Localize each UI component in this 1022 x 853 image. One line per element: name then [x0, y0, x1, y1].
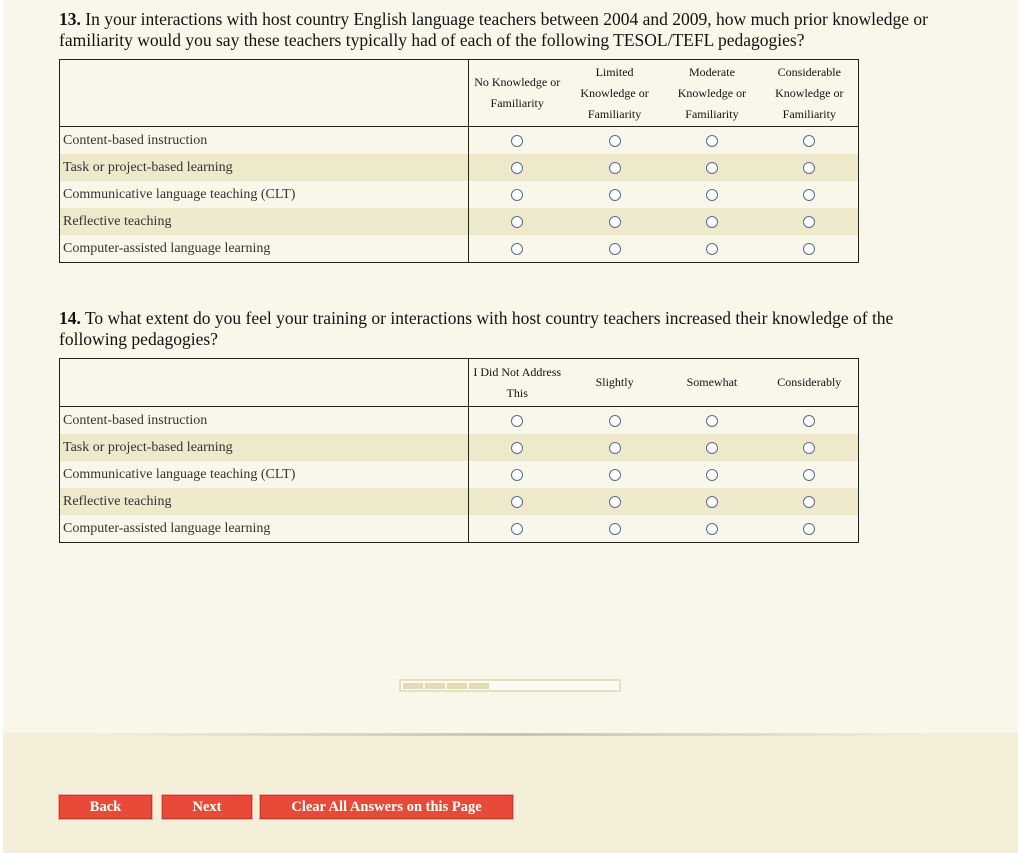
column-header: Slightly — [566, 359, 663, 407]
radio-button[interactable] — [511, 523, 523, 535]
radio-button[interactable] — [511, 243, 523, 255]
radio-button[interactable] — [803, 442, 815, 454]
radio-button[interactable] — [511, 415, 523, 427]
matrix-question-14 — [59, 358, 859, 543]
question-number: 13. — [59, 9, 81, 29]
radio-button[interactable] — [511, 442, 523, 454]
radio-button[interactable] — [706, 162, 718, 174]
matrix-row — [60, 127, 859, 155]
row-label: Task or project-based learning — [60, 434, 469, 461]
radio-button[interactable] — [803, 415, 815, 427]
clear-answers-button[interactable]: Clear All Answers on this Page — [260, 795, 513, 819]
matrix-header-row — [60, 60, 859, 127]
radio-button[interactable] — [803, 135, 815, 147]
row-label: Reflective teaching — [60, 208, 469, 235]
radio-button[interactable] — [609, 469, 621, 481]
row-label: Content-based instruction — [60, 407, 469, 435]
question-13 — [59, 9, 964, 51]
column-header: Somewhat — [663, 359, 760, 407]
footer-divider — [93, 733, 933, 736]
back-button[interactable]: Back — [59, 795, 152, 819]
radio-button[interactable] — [803, 216, 815, 228]
column-header: Considerable Knowledge or Familiarity — [761, 60, 859, 127]
radio-button[interactable] — [609, 135, 621, 147]
row-label: Task or project-based learning — [60, 154, 469, 181]
column-header: Moderate Knowledge or Familiarity — [663, 60, 760, 127]
radio-button[interactable] — [706, 469, 718, 481]
radio-button[interactable] — [511, 469, 523, 481]
radio-button[interactable] — [511, 189, 523, 201]
matrix-question-13 — [59, 59, 859, 263]
matrix-header-row — [60, 359, 859, 407]
matrix-row — [60, 208, 859, 235]
matrix-row — [60, 154, 859, 181]
radio-button[interactable] — [706, 216, 718, 228]
matrix-row — [60, 407, 859, 435]
question-text: In your interactions with host country English language teachers between 2004 and 2009, how much prior knowledge or familiarity would you say these teachers typically had of each of the following TESOL/TEFL pedagogies? — [59, 9, 928, 50]
radio-button[interactable] — [609, 216, 621, 228]
radio-button[interactable] — [706, 442, 718, 454]
column-header: Limited Knowledge or Familiarity — [566, 60, 663, 127]
row-label: Communicative language teaching (CLT) — [60, 461, 469, 488]
radio-button[interactable] — [609, 189, 621, 201]
radio-button[interactable] — [803, 496, 815, 508]
progress-bar-fill — [403, 683, 489, 689]
radio-button[interactable] — [511, 135, 523, 147]
radio-button[interactable] — [803, 162, 815, 174]
matrix-row — [60, 181, 859, 208]
row-label: Computer-assisted language learning — [60, 515, 469, 543]
footer-bar — [3, 733, 1018, 853]
question-text: To what extent do you feel your training or interactions with host country teachers increased their knowledge of the following pedagogies? — [59, 308, 894, 349]
radio-button[interactable] — [803, 469, 815, 481]
matrix-row — [60, 461, 859, 488]
radio-button[interactable] — [706, 415, 718, 427]
matrix-row — [60, 488, 859, 515]
radio-button[interactable] — [803, 243, 815, 255]
column-header: No Knowledge or Familiarity — [468, 60, 566, 127]
matrix-row — [60, 515, 859, 543]
radio-button[interactable] — [609, 442, 621, 454]
question-number: 14. — [59, 308, 81, 328]
radio-button[interactable] — [706, 243, 718, 255]
row-label: Reflective teaching — [60, 488, 469, 515]
radio-button[interactable] — [511, 216, 523, 228]
matrix-row — [60, 434, 859, 461]
radio-button[interactable] — [609, 496, 621, 508]
radio-button[interactable] — [609, 162, 621, 174]
next-button[interactable]: Next — [162, 795, 252, 819]
radio-button[interactable] — [803, 523, 815, 535]
radio-button[interactable] — [609, 523, 621, 535]
radio-button[interactable] — [511, 496, 523, 508]
row-label: Computer-assisted language learning — [60, 235, 469, 263]
column-header: I Did Not Address This — [468, 359, 566, 407]
column-header: Considerably — [761, 359, 859, 407]
question-14 — [59, 308, 964, 350]
radio-button[interactable] — [511, 162, 523, 174]
radio-button[interactable] — [803, 189, 815, 201]
radio-button[interactable] — [609, 415, 621, 427]
radio-button[interactable] — [706, 135, 718, 147]
row-label: Communicative language teaching (CLT) — [60, 181, 469, 208]
matrix-corner-cell — [60, 60, 469, 127]
radio-button[interactable] — [706, 496, 718, 508]
matrix-row — [60, 235, 859, 263]
matrix-corner-cell — [60, 359, 469, 407]
radio-button[interactable] — [706, 523, 718, 535]
survey-page — [3, 0, 1018, 853]
radio-button[interactable] — [609, 243, 621, 255]
progress-bar — [399, 679, 621, 692]
row-label: Content-based instruction — [60, 127, 469, 155]
radio-button[interactable] — [706, 189, 718, 201]
